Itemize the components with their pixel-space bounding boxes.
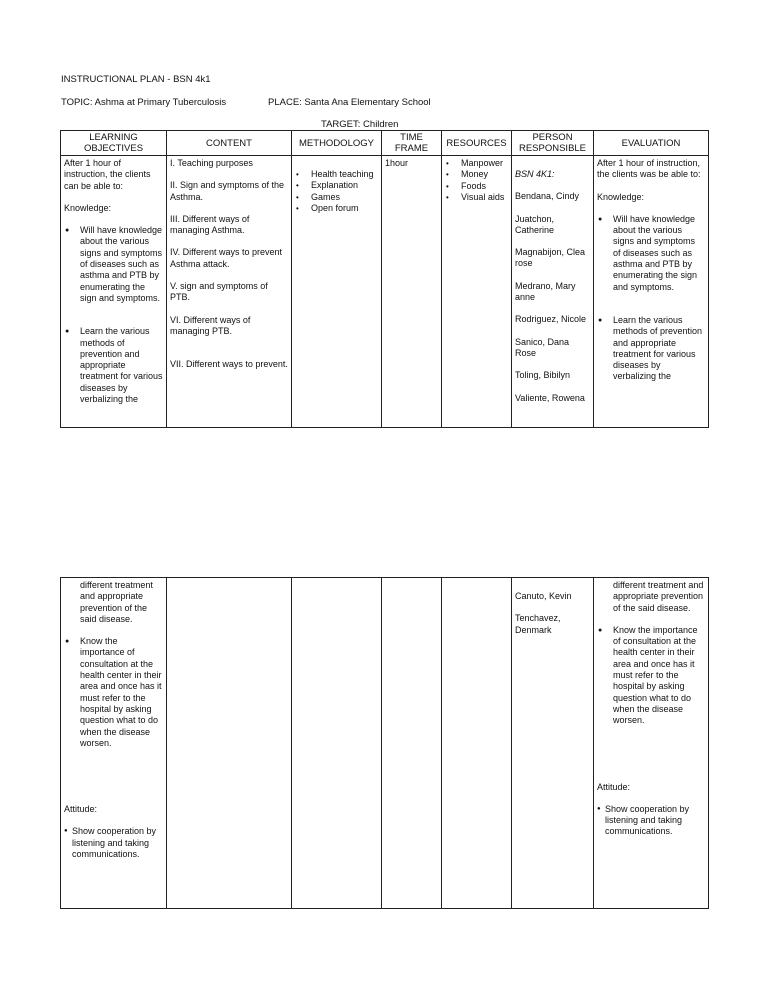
person-responsible-cell	[512, 578, 594, 909]
column-header-objectives: LEARNING OBJECTIVES	[61, 131, 167, 156]
resources-cell	[442, 578, 512, 909]
methodology-item: • Open forum	[295, 203, 378, 214]
content-item: IV. Different ways to prevent Asthma attack.	[170, 247, 283, 269]
content-item: II. Sign and symptoms of the Asthma.	[170, 180, 285, 202]
resource-item: • Visual aids	[445, 192, 508, 203]
methodology-item: • Explanation	[295, 180, 378, 191]
content-item: III. Different ways of managing Asthma.	[170, 213, 250, 236]
time-frame-cell	[382, 578, 442, 909]
person-name: Valiente, Rowena	[515, 392, 585, 403]
methodology-item: • Health teaching	[295, 169, 378, 180]
person-name: Tenchavez, Denmark	[515, 613, 561, 635]
target-line: TARGET: Children	[321, 119, 399, 130]
instructional-plan-table-continued	[60, 577, 709, 909]
resource-item: • Manpower	[445, 158, 508, 169]
methodology-item: • Games	[295, 192, 378, 203]
table-row	[61, 578, 709, 909]
column-header-evaluation: EVALUATION	[594, 131, 709, 156]
objective-item: ● Will have knowledge about the various signs and symptoms of diseases such as asthma and PTB by enumerating the sign and symptoms.	[64, 225, 163, 304]
person-name: Medrano, Mary anne	[515, 280, 576, 303]
column-header-content: CONTENT	[167, 131, 292, 156]
person-name: Rodriguez, Nicole	[515, 314, 587, 325]
person-name: Bendana, Cindy	[515, 191, 580, 202]
evaluation-knowledge-label: Knowledge:	[597, 191, 645, 202]
persons-heading: BSN 4K1:	[515, 169, 555, 179]
person-name: Canuto, Kevin	[515, 591, 572, 601]
evaluation-cell	[594, 578, 709, 909]
objectives-cell	[61, 578, 167, 909]
objectives-attitude-label: Attitude:	[64, 804, 98, 815]
content-item: VI. Different ways of managing PTB.	[170, 314, 251, 336]
objectives-knowledge-label: Knowledge:	[64, 202, 112, 213]
column-header-methodology: METHODOLOGY	[292, 131, 382, 156]
objective-continuation: different treatment and appropriate prevention of the said disease.	[80, 580, 153, 624]
person-name: Sanico, Dana Rose	[515, 336, 570, 358]
column-header-resources: RESOURCES	[442, 131, 512, 156]
content-item: V. sign and symptoms of PTB.	[170, 281, 268, 303]
place-line: PLACE: Santa Ana Elementary School	[268, 97, 431, 108]
person-name: Juatchon, Catherine	[515, 213, 555, 235]
time-frame-cell	[382, 156, 442, 428]
evaluation-intro: After 1 hour of instruction, the clients was be able to:	[597, 158, 701, 180]
objective-item: ● Show cooperation by listening and taking communications.	[64, 826, 163, 860]
content-cell	[167, 578, 292, 909]
evaluation-item: ● Show cooperation by listening and taking communications.	[597, 804, 705, 838]
person-name: Magnabijon, Clea rose	[515, 247, 586, 269]
evaluation-item: ● Learn the various methods of prevention and appropriate treatment for various diseases by verbalizing the	[597, 315, 705, 383]
column-header-person-responsible: PERSON RESPONSIBLE	[512, 131, 594, 156]
table-header-row	[61, 131, 709, 156]
person-responsible-cell	[512, 156, 594, 428]
evaluation-item: ● Know the importance of consultation at the health center in their area and once has it must refer to the hospital by asking question what to do when the disease worsen.	[597, 625, 705, 727]
table-row	[61, 156, 709, 428]
time-frame-value: 1hour	[385, 158, 409, 168]
objective-item: ● Know the importance of consultation at the health center in their area and once has it must refer to the hospital by asking question what to do when the disease worsen.	[64, 636, 163, 749]
objectives-cell	[61, 156, 167, 428]
instructional-plan-table	[60, 130, 709, 428]
evaluation-attitude-label: Attitude:	[597, 781, 631, 792]
resources-cell	[442, 156, 512, 428]
resource-item: • Foods	[445, 181, 508, 192]
objective-item: ● Learn the various methods of prevention and appropriate treatment for various diseases by verbalizing the	[64, 326, 163, 405]
evaluation-continuation: different treatment and appropriate prevention of the said disease.	[613, 580, 704, 613]
methodology-cell	[292, 578, 382, 909]
document-title: INSTRUCTIONAL PLAN - BSN 4k1	[61, 74, 211, 85]
evaluation-item: ● Will have knowledge about the various signs and symptoms of diseases such as asthma and PTB by enumerating the sign and symptoms.	[597, 214, 705, 293]
objectives-intro: After 1 hour of instruction, the clients can be able to:	[64, 158, 151, 191]
content-item: VII. Different ways to prevent.	[170, 359, 288, 370]
person-name: Toling, Bibilyn	[515, 370, 571, 381]
content-cell	[167, 156, 292, 428]
evaluation-cell	[594, 156, 709, 428]
content-item: I. Teaching purposes	[170, 158, 253, 168]
resource-item: • Money	[445, 169, 508, 180]
column-header-time-frame: TIME FRAME	[382, 131, 442, 156]
methodology-cell	[292, 156, 382, 428]
topic-line: TOPIC: Ashma at Primary Tuberculosis	[61, 97, 227, 108]
